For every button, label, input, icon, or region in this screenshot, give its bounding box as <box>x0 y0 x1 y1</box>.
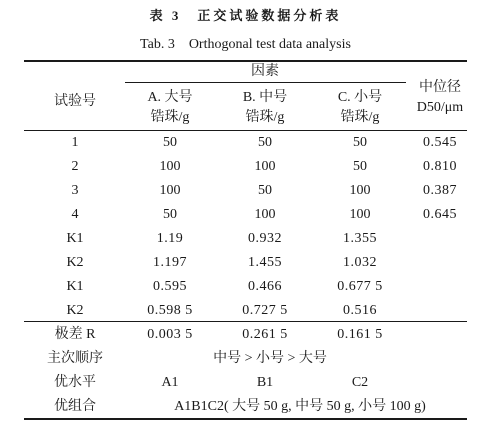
row-4-d50: 0.645 <box>423 207 457 222</box>
header-factor-a-line1: A. 大号 <box>147 90 193 105</box>
header-factor-a-line2: 锆珠/g <box>150 110 190 125</box>
table-caption-zh: 表 3 正交试验数据分析表 <box>149 8 342 23</box>
row-k1-c: 1.355 <box>343 231 377 246</box>
order-value: 中号 > 小号 > 大号 <box>213 351 327 366</box>
row-k2-mean-c: 0.516 <box>343 303 377 318</box>
table-caption-en: Tab. 3 Orthogonal test data analysis <box>140 37 351 52</box>
row-3-d50: 0.387 <box>423 183 457 198</box>
header-response-line1: 中位径 <box>419 80 461 95</box>
row-4-b: 100 <box>254 207 276 222</box>
row-k2-b: 1.455 <box>248 255 282 270</box>
header-trial: 试验号 <box>54 94 96 109</box>
row-k1-mean-b: 0.466 <box>248 279 282 294</box>
order-label: 主次顺序 <box>47 351 103 366</box>
optimal-level-label: 优水平 <box>54 375 96 390</box>
optimal-combo-label: 优组合 <box>54 399 96 414</box>
row-1-c: 50 <box>353 135 367 150</box>
header-factor-b-line2: 锆珠/g <box>245 110 285 125</box>
row-1-d50: 0.545 <box>423 135 457 150</box>
row-k1-mean-label: K1 <box>66 279 84 294</box>
row-3-a: 100 <box>159 183 181 198</box>
row-1-b: 50 <box>258 135 272 150</box>
range-c: 0.161 5 <box>337 327 383 342</box>
row-2-c: 50 <box>353 159 367 174</box>
header-response-line2: D50/μm <box>416 100 464 115</box>
row-2-label: 2 <box>71 159 79 174</box>
row-k1-b: 0.932 <box>248 231 282 246</box>
optimal-level-b: B1 <box>256 375 274 390</box>
header-factor-b-line1: B. 中号 <box>242 90 288 105</box>
row-1-a: 50 <box>163 135 177 150</box>
row-k2-mean-a: 0.598 5 <box>147 303 193 318</box>
header-factor-c-line1: C. 小号 <box>337 90 383 105</box>
optimal-level-c: C2 <box>351 375 369 390</box>
range-label: 极差 R <box>54 327 96 342</box>
row-k1-label: K1 <box>66 231 84 246</box>
row-1-label: 1 <box>71 135 79 150</box>
row-2-b: 100 <box>254 159 276 174</box>
range-a: 0.003 5 <box>147 327 193 342</box>
range-b: 0.261 5 <box>242 327 288 342</box>
summary-rule <box>24 321 467 322</box>
row-3-c: 100 <box>349 183 371 198</box>
optimal-level-a: A1 <box>161 375 179 390</box>
row-k1-a: 1.19 <box>156 231 184 246</box>
row-k2-label: K2 <box>66 255 84 270</box>
header-factor-group: 因素 <box>251 64 279 79</box>
row-k1-mean-c: 0.677 5 <box>337 279 383 294</box>
row-2-d50: 0.810 <box>423 159 457 174</box>
bottom-rule <box>24 418 467 420</box>
header-rule <box>24 130 467 131</box>
row-k1-mean-a: 0.595 <box>153 279 187 294</box>
row-2-a: 100 <box>159 159 181 174</box>
row-4-label: 4 <box>71 207 79 222</box>
top-rule <box>24 60 467 62</box>
row-3-b: 50 <box>258 183 272 198</box>
row-k2-c: 1.032 <box>343 255 377 270</box>
header-factor-c-line2: 锆珠/g <box>340 110 380 125</box>
factor-group-rule <box>125 82 406 83</box>
row-4-c: 100 <box>349 207 371 222</box>
row-k2-mean-label: K2 <box>66 303 84 318</box>
row-4-a: 50 <box>163 207 177 222</box>
row-k2-mean-b: 0.727 5 <box>242 303 288 318</box>
row-3-label: 3 <box>71 183 79 198</box>
optimal-combo-value: A1B1C2( 大号 50 g, 中号 50 g, 小号 100 g) <box>174 399 426 414</box>
row-k2-a: 1.197 <box>153 255 187 270</box>
